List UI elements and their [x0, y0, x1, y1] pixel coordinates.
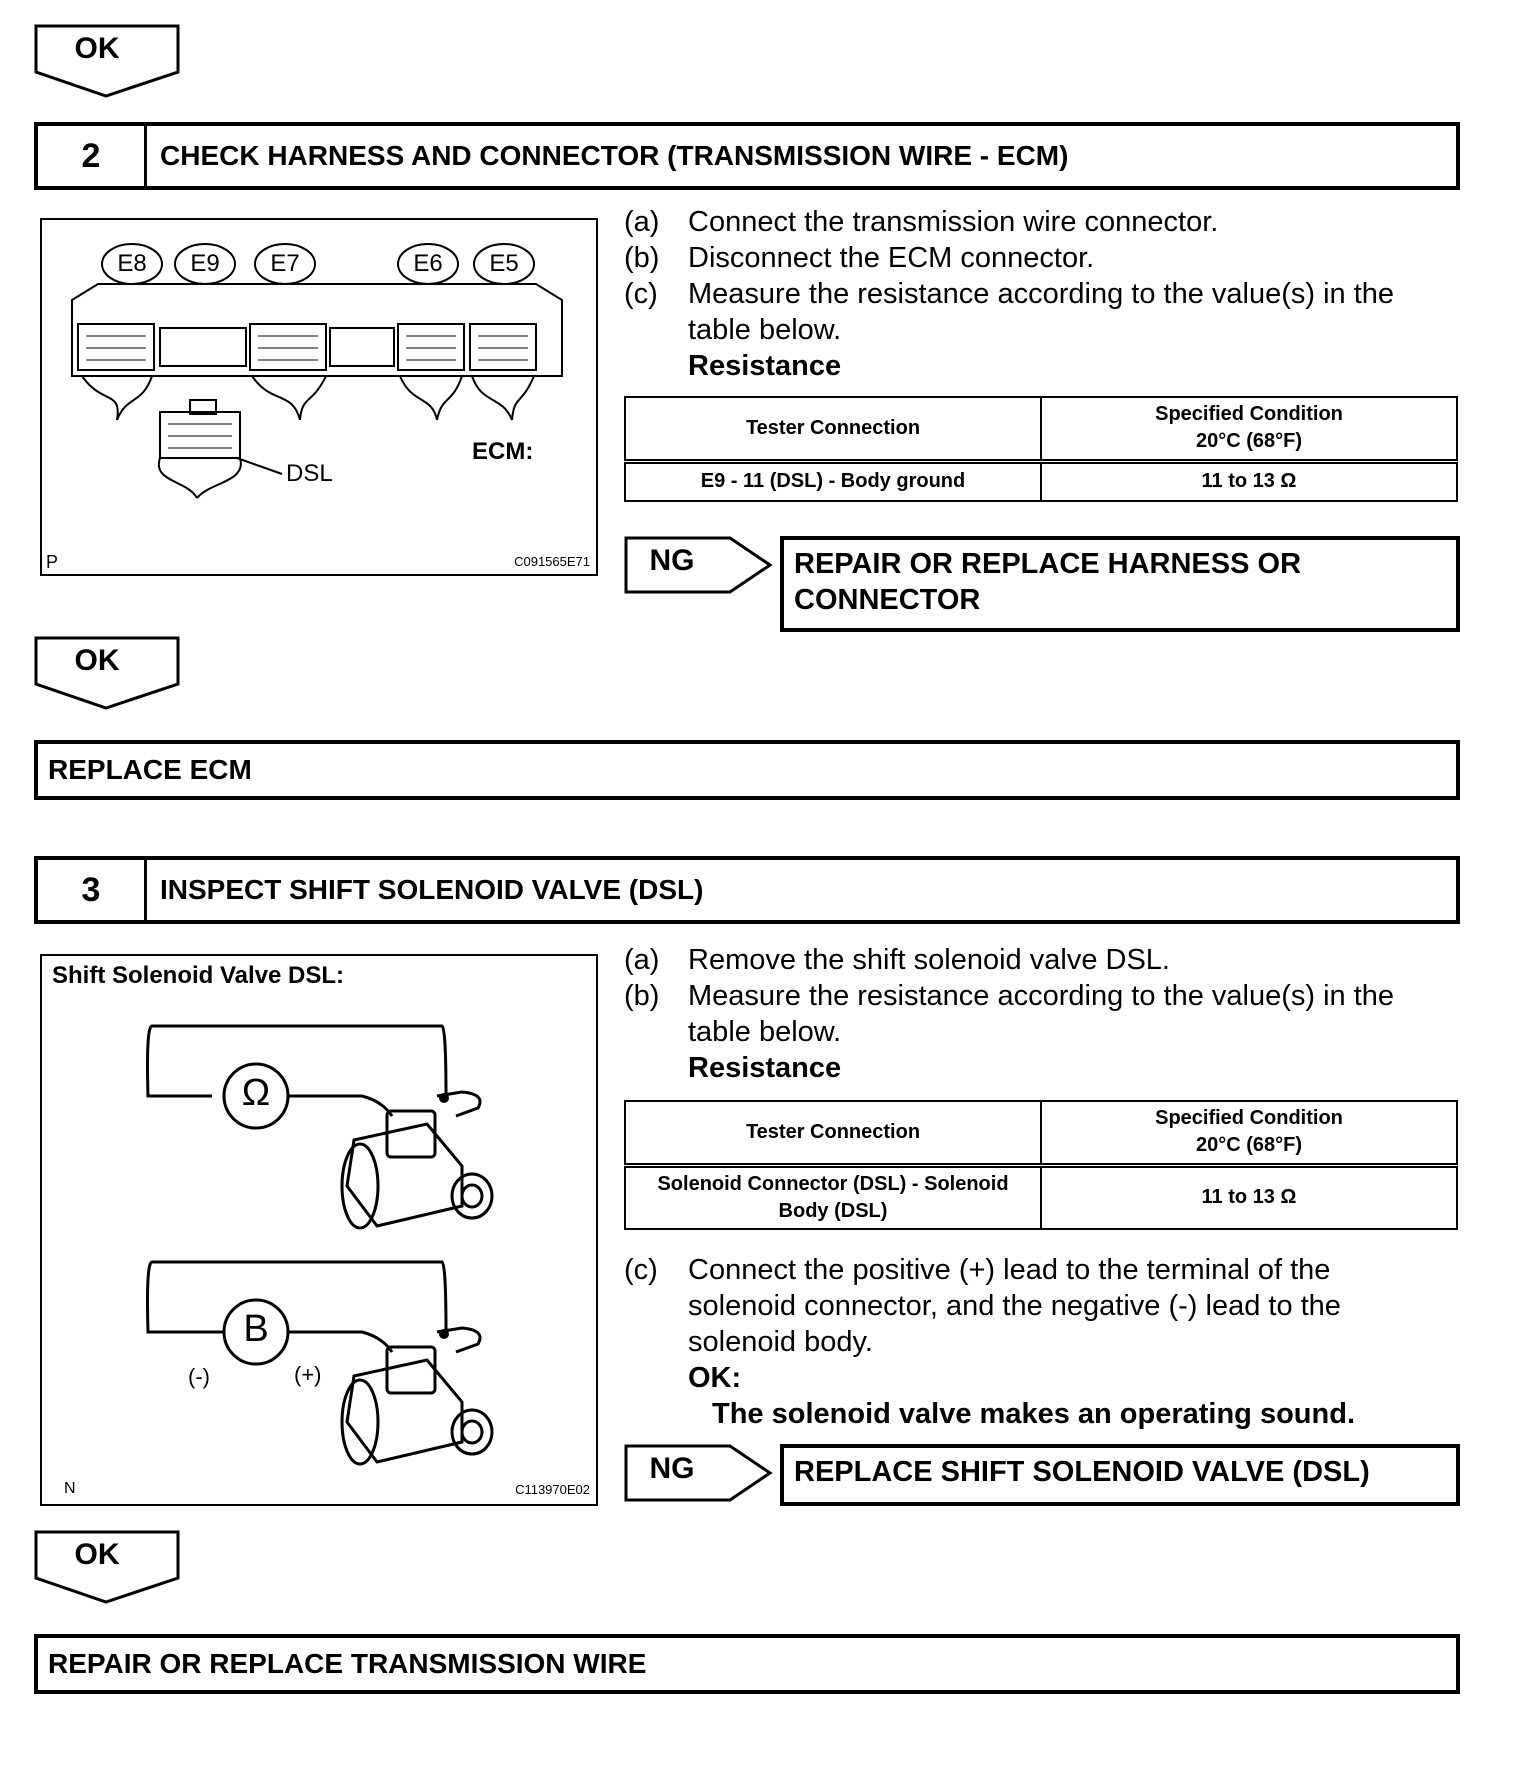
step-3-instruction-c [624, 1252, 1454, 1432]
table-cell-connection: E9 - 11 (DSL) - Body ground [625, 461, 1041, 501]
table-cell-connection: Solenoid Connector (DSL) - Solenoid Body (DSL) [625, 1165, 1041, 1229]
table-header-condition [1041, 397, 1457, 461]
instruction-item [624, 1252, 1454, 1360]
ecm-connector-figure [40, 218, 598, 576]
instruction-label: (a) [624, 944, 660, 976]
instruction-label: (b) [624, 242, 660, 274]
ok-label: OK [74, 644, 120, 677]
instruction-label: (c) [624, 278, 658, 310]
instruction-text: Remove the shift solenoid valve DSL. [688, 944, 1170, 976]
ng-badge [624, 536, 774, 594]
ok-criteria-text: The solenoid valve makes an operating sound. [712, 1398, 1355, 1430]
negative-lead-label: (-) [188, 1364, 210, 1389]
solenoid-diagram [42, 956, 596, 1504]
header-line: 20°C (68°F) [1195, 1134, 1303, 1157]
ng-badge [624, 1444, 774, 1502]
resistance-heading: Resistance [688, 350, 842, 382]
instruction-label: (c) [624, 1254, 658, 1286]
resistance-heading: Resistance [688, 1052, 842, 1084]
instruction-text: Connect the transmission wire connector. [688, 206, 1219, 238]
table-header-tester: Tester Connection [625, 1101, 1041, 1165]
step-number: 2 [38, 126, 147, 186]
instruction-item [624, 204, 1454, 240]
table-cell-condition: 11 to 13 Ω [1041, 1165, 1457, 1229]
figure-corner-label: N [64, 1480, 76, 1497]
instruction-item [624, 978, 1454, 1050]
step-3-instructions [624, 942, 1454, 1092]
ng-label: NG [649, 544, 695, 577]
ng-label: NG [649, 1452, 695, 1485]
dsl-label: DSL [286, 460, 333, 487]
instruction-text: Measure the resistance according to the value(s) in the table below. [688, 278, 1395, 346]
instruction-text: Connect the positive (+) lead to the terminal of the solenoid connector, and the negative (-) lead to the solenoid body. [688, 1254, 1341, 1358]
header-line: Specified Condition [1155, 1107, 1343, 1130]
table-cell-condition: 11 to 13 Ω [1041, 461, 1457, 501]
ng-action-box: REPLACE SHIFT SOLENOID VALVE (DSL) [780, 1444, 1460, 1506]
figure-code: C113970E02 [515, 1482, 590, 1497]
ok-criteria-heading: OK: [688, 1362, 742, 1394]
connector-label-e8: E8 [117, 250, 147, 277]
ohmmeter-icon: Ω [241, 1072, 271, 1114]
instruction-text: Measure the resistance according to the value(s) in the table below. [688, 980, 1395, 1048]
positive-lead-label: (+) [294, 1362, 322, 1387]
connector-label-e7: E7 [270, 250, 300, 277]
instruction-text: Disconnect the ECM connector. [688, 242, 1095, 274]
step-3-header [34, 856, 1460, 924]
resistance-table [624, 396, 1458, 502]
replace-ecm-box: REPLACE ECM [34, 740, 1460, 800]
connector-label-e9: E9 [190, 250, 220, 277]
resistance-table [624, 1100, 1458, 1230]
header-line: 20°C (68°F) [1195, 430, 1303, 453]
step-2-header [34, 122, 1460, 190]
step-title: INSPECT SHIFT SOLENOID VALVE (DSL) [160, 874, 704, 905]
step-title: CHECK HARNESS AND CONNECTOR (TRANSMISSION WIRE - ECM) [160, 140, 1069, 171]
connector-label-e6: E6 [413, 250, 443, 277]
final-action-box: REPAIR OR REPLACE TRANSMISSION WIRE [34, 1634, 1460, 1694]
step-2-instructions [624, 204, 1454, 394]
ok-badge [34, 636, 180, 712]
figure-caption: Shift Solenoid Valve DSL: [52, 962, 345, 989]
ok-label: OK [74, 32, 120, 65]
battery-icon: B [243, 1308, 269, 1350]
ecm-label: ECM: [472, 438, 534, 465]
instruction-item [624, 276, 1454, 348]
connector-label-e5: E5 [489, 250, 519, 277]
figure-corner-label: P [46, 552, 59, 572]
solenoid-figure [40, 954, 598, 1506]
instruction-item [624, 942, 1454, 978]
ok-badge [34, 24, 180, 100]
ok-badge [34, 1530, 180, 1606]
figure-code: C091565E71 [514, 554, 590, 569]
header-line: Specified Condition [1155, 403, 1343, 426]
instruction-item [624, 240, 1454, 276]
instruction-label: (b) [624, 980, 660, 1012]
instruction-label: (a) [624, 206, 660, 238]
step-number: 3 [38, 860, 147, 920]
table-header-condition [1041, 1101, 1457, 1165]
ng-action-box: REPAIR OR REPLACE HARNESS OR CONNECTOR [780, 536, 1460, 632]
ok-label: OK [74, 1538, 120, 1571]
table-header-tester: Tester Connection [625, 397, 1041, 461]
